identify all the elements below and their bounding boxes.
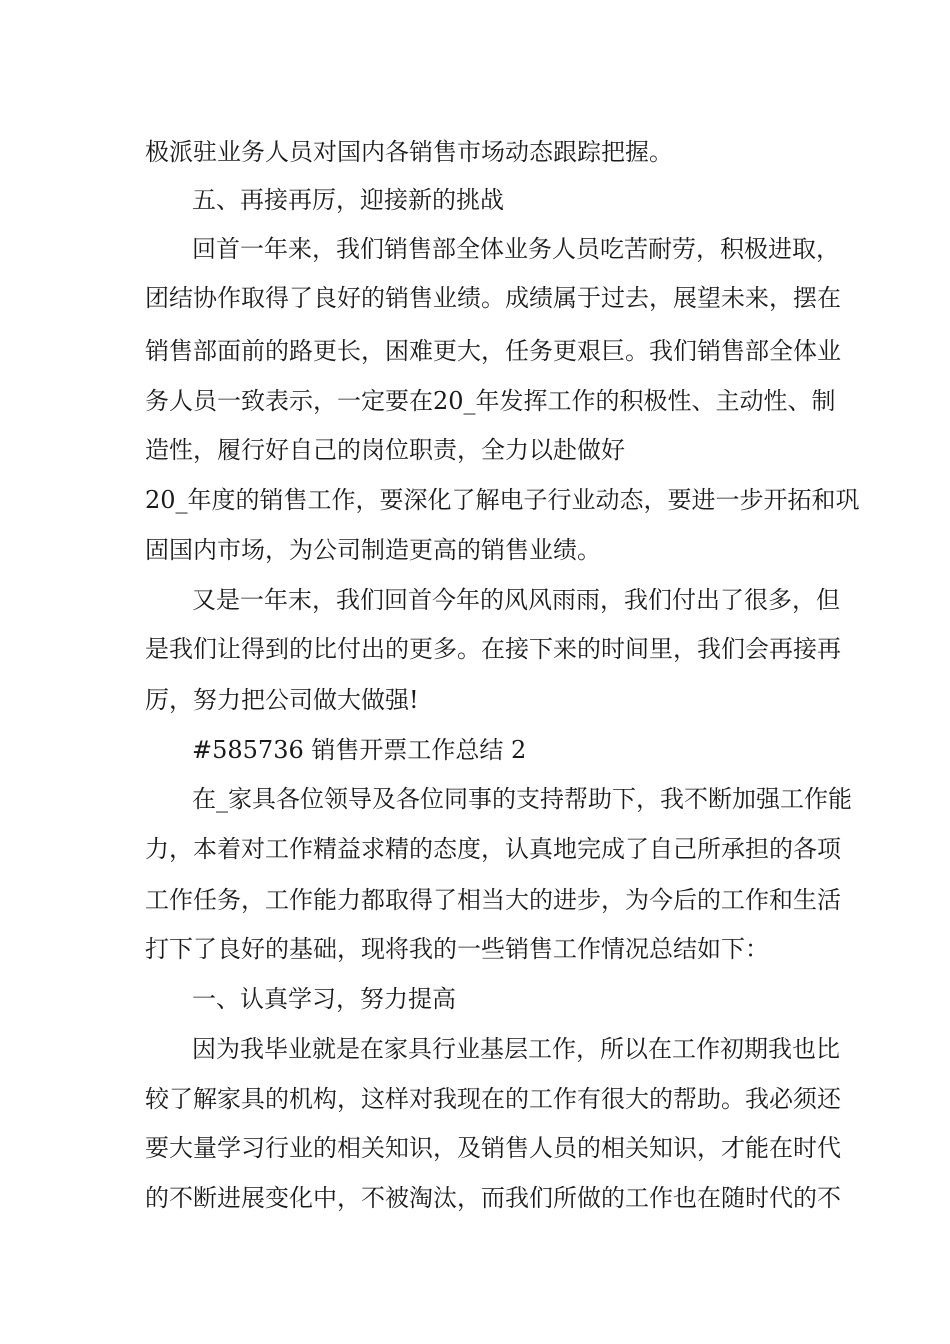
text-line: 20_年度的销售工作，要深化了解电子行业动态，要进一步开拓和巩 bbox=[145, 486, 860, 514]
text-line: 固国内市场，为公司制造更高的销售业绩。 bbox=[145, 536, 601, 564]
section-heading: 一、认真学习，努力提高 bbox=[192, 985, 456, 1013]
text-line: 打下了良好的基础，现将我的一些销售工作情况总结如下： bbox=[145, 935, 769, 963]
text-line: 务人员一致表示，一定要在20_年发挥工作的积极性、主动性、制 bbox=[145, 387, 836, 415]
text-line: 是我们让得到的比付出的更多。在接下来的时间里，我们会再接再 bbox=[145, 635, 841, 663]
text-line: 团结协作取得了良好的销售业绩。成绩属于过去，展望未来，摆在 bbox=[145, 284, 841, 312]
text-line: 回首一年来，我们销售部全体业务人员吃苦耐劳，积极进取， bbox=[192, 235, 840, 263]
text-line: 的不断进展变化中，不被淘汰，而我们所做的工作也在随时代的不 bbox=[145, 1184, 841, 1212]
text-line: 销售部面前的路更长，困难更大，任务更艰巨。我们销售部全体业 bbox=[145, 337, 841, 365]
text-line: 要大量学习行业的相关知识，及销售人员的相关知识，才能在时代 bbox=[145, 1134, 841, 1162]
text-line: 极派驻业务人员对国内各销售市场动态跟踪把握。 bbox=[145, 138, 673, 166]
section-heading: 五、再接再厉，迎接新的挑战 bbox=[192, 186, 504, 214]
text-line: 在_家具各位领导及各位同事的支持帮助下，我不断加强工作能 bbox=[192, 785, 852, 813]
text-line: 造性，履行好自己的岗位职责，全力以赴做好 bbox=[145, 436, 625, 464]
text-line: 工作任务，工作能力都取得了相当大的进步，为今后的工作和生活 bbox=[145, 886, 841, 914]
text-line: 较了解家具的机构，这样对我现在的工作有很大的帮助。我必须还 bbox=[145, 1085, 841, 1113]
text-line: 厉，努力把公司做大做强! bbox=[145, 686, 419, 714]
document-title: #585736 销售开票工作总结 2 bbox=[192, 736, 527, 764]
text-line: 因为我毕业就是在家具行业基层工作，所以在工作初期我也比 bbox=[192, 1035, 840, 1063]
text-line: 又是一年末，我们回首今年的风风雨雨，我们付出了很多，但 bbox=[192, 586, 840, 614]
text-line: 力，本着对工作精益求精的态度，认真地完成了自己所承担的各项 bbox=[145, 835, 841, 863]
